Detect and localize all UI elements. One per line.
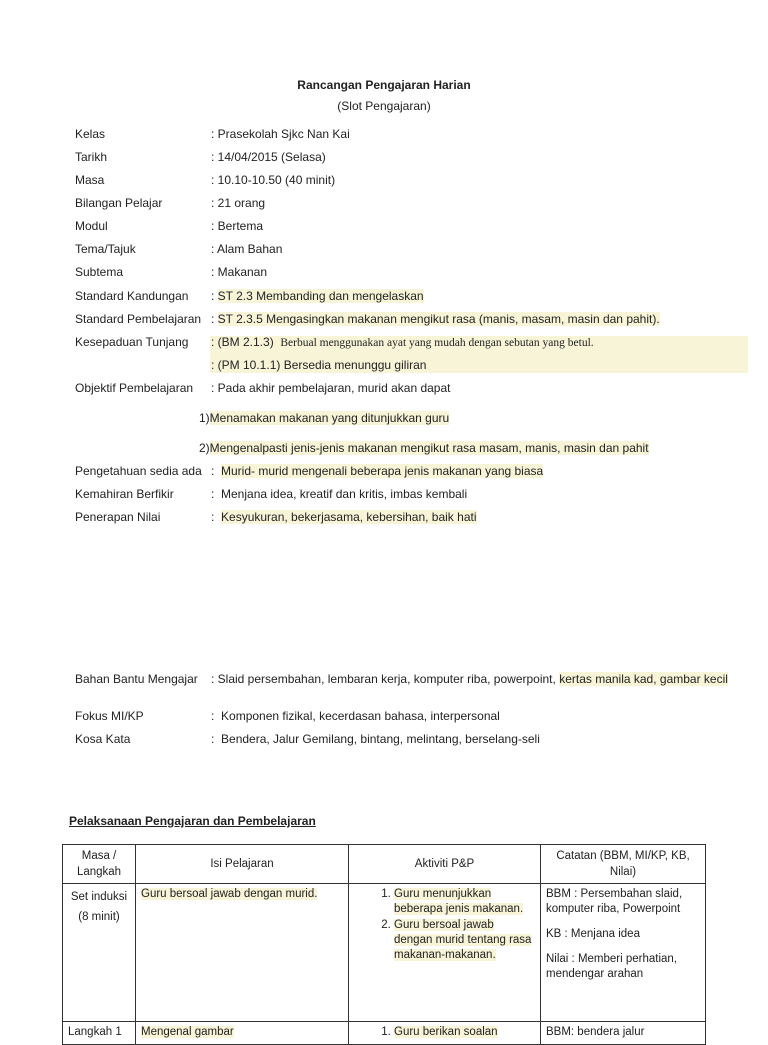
table-row	[63, 1022, 706, 1045]
note-bbm: BBM: bendera jalur	[546, 1026, 645, 1038]
header-isi-pelajaran: Isi Pelajaran	[136, 845, 349, 884]
field-value	[211, 507, 477, 527]
value-prefix: :	[211, 312, 218, 326]
field-value	[211, 729, 540, 749]
activity-list	[354, 1025, 535, 1040]
header-aktiviti: Aktiviti P&P	[349, 845, 541, 884]
field-value	[211, 669, 728, 689]
cell-catatan	[541, 1022, 706, 1045]
value-colon: :	[211, 709, 215, 723]
note-nilai: Nilai : Memberi perhatian, mendengar arahan	[546, 953, 678, 980]
cell-isi	[136, 1022, 349, 1045]
highlighted-value: Kesyukuran, bekerjasama, kebersihan, baik hati	[221, 510, 477, 524]
field-label: Objektif Pembelajaran	[75, 381, 194, 395]
field-label: Kesepaduan Tunjang	[75, 335, 189, 349]
list-item	[394, 1025, 535, 1040]
value-colon: :	[211, 732, 215, 746]
field-label: Standard Pembelajaran	[75, 312, 202, 326]
field-value: : 10.10-10.50 (40 minit)	[211, 173, 336, 187]
highlighted-value: Murid- murid mengenali beberapa jenis makanan yang biasa	[221, 464, 544, 478]
lesson-plan-table	[62, 844, 706, 1045]
field-value: : 21 orang	[211, 196, 266, 210]
field-label: Penerapan Nilai	[75, 510, 161, 524]
header-catatan: Catatan (BBM, MI/KP, KB, Nilai)	[541, 845, 706, 884]
note-kb: KB : Menjana idea	[546, 928, 640, 940]
value-colon: :	[211, 510, 215, 524]
field-value	[211, 706, 500, 726]
cell-isi	[136, 884, 349, 1022]
field-label: Tema/Tajuk	[75, 242, 136, 256]
objective-number: 2)	[199, 441, 210, 455]
field-label: Modul	[75, 219, 108, 233]
table-header-row	[63, 845, 706, 884]
highlighted-value: ST 2.3 Membanding dan mengelaskan	[217, 289, 424, 303]
section-title: Pelaksanaan Pengajaran dan Pembelajaran	[69, 814, 316, 828]
objective-item-1	[199, 408, 449, 428]
activity-text: Guru bersoal jawab dengan murid tentang rasa makanan-makanan.	[394, 919, 532, 961]
field-label: Bahan Bantu Mengajar	[75, 672, 198, 686]
field-label: Kelas	[75, 127, 106, 141]
field-value: : Bertema	[211, 219, 264, 233]
cell-catatan	[541, 884, 706, 1022]
field-value	[211, 309, 660, 329]
value-text: : Slaid persembahan, lembaran kerja, komputer riba, powerpoint,	[211, 672, 560, 686]
field-label: Fokus MI/KP	[75, 709, 144, 723]
value-prefix: : (BM 2.1.3)	[211, 335, 274, 349]
objective-item-2	[199, 438, 649, 458]
field-label: Tarikh	[75, 150, 108, 164]
cell-isi-text: Mengenal gambar	[141, 1026, 234, 1038]
cell-isi-text: Guru bersoal jawab dengan murid.	[141, 888, 318, 900]
value-text: Komponen fizikal, kecerdasan bahasa, interpersonal	[221, 709, 500, 723]
field-label: Pengetahuan sedia ada	[75, 464, 202, 478]
field-label: Subtema	[75, 265, 124, 279]
activity-text: Guru menunjukkan beberapa jenis makanan.	[394, 888, 524, 915]
highlighted-value: ST 2.3.5 Mengasingkan makanan mengikut rasa (manis, masam, masin dan pahit).	[217, 312, 660, 326]
document-title: Rancangan Pengajaran Harian	[297, 78, 471, 92]
value-text-serif: Berbual menggunakan ayat yang mudah dengan sebutan yang betul.	[280, 337, 594, 349]
objective-text: Mengenalpasti jenis-jenis makanan mengikut rasa masam, manis, masin dan pahit	[209, 441, 649, 455]
field-value: : Makanan	[211, 265, 268, 279]
value-text: Menjana idea, kreatif dan kritis, imbas kembali	[221, 487, 468, 501]
cell-aktiviti	[349, 1022, 541, 1045]
value-text: Bendera, Jalur Gemilang, bintang, melintang, berselang-seli	[221, 732, 540, 746]
list-item	[394, 918, 535, 963]
value-prefix: :	[211, 289, 218, 303]
header-masa-langkah: Masa / Langkah	[63, 845, 136, 884]
value-colon: :	[211, 464, 215, 478]
list-item	[394, 887, 535, 917]
cell-masa: Langkah 1	[63, 1022, 136, 1045]
field-value	[211, 332, 594, 353]
activity-list	[354, 887, 535, 963]
objective-text: Menamakan makanan yang ditunjukkan guru	[209, 411, 450, 425]
highlighted-value: kertas manila kad, gambar kecil	[559, 672, 728, 686]
field-value: : Prasekolah Sjkc Nan Kai	[211, 127, 350, 141]
value-colon: :	[211, 487, 215, 501]
table-row	[63, 884, 706, 1022]
field-label: Standard Kandungan	[75, 289, 189, 303]
field-value	[211, 484, 467, 504]
field-value	[211, 461, 543, 481]
cell-masa: Set induksi (8 minit)	[63, 884, 136, 1022]
field-value: : Alam Bahan	[211, 242, 283, 256]
field-label: Kosa Kata	[75, 732, 131, 746]
field-label: Kemahiran Berfikir	[75, 487, 174, 501]
objective-number: 1)	[199, 411, 210, 425]
field-value: : Pada akhir pembelajaran, murid akan dapat	[211, 381, 451, 395]
field-label: Bilangan Pelajar	[75, 196, 163, 210]
field-value: : 14/04/2015 (Selasa)	[211, 150, 326, 164]
note-bbm: BBM : Persembahan slaid, komputer riba, Powerpoint	[546, 888, 683, 915]
document-subtitle: (Slot Pengajaran)	[337, 99, 431, 113]
field-value	[211, 286, 424, 306]
field-value: : (PM 10.1.1) Bersedia menunggu giliran	[211, 358, 427, 372]
cell-aktiviti	[349, 884, 541, 1022]
activity-text: Guru berikan soalan	[394, 1026, 498, 1038]
field-label: Masa	[75, 173, 105, 187]
